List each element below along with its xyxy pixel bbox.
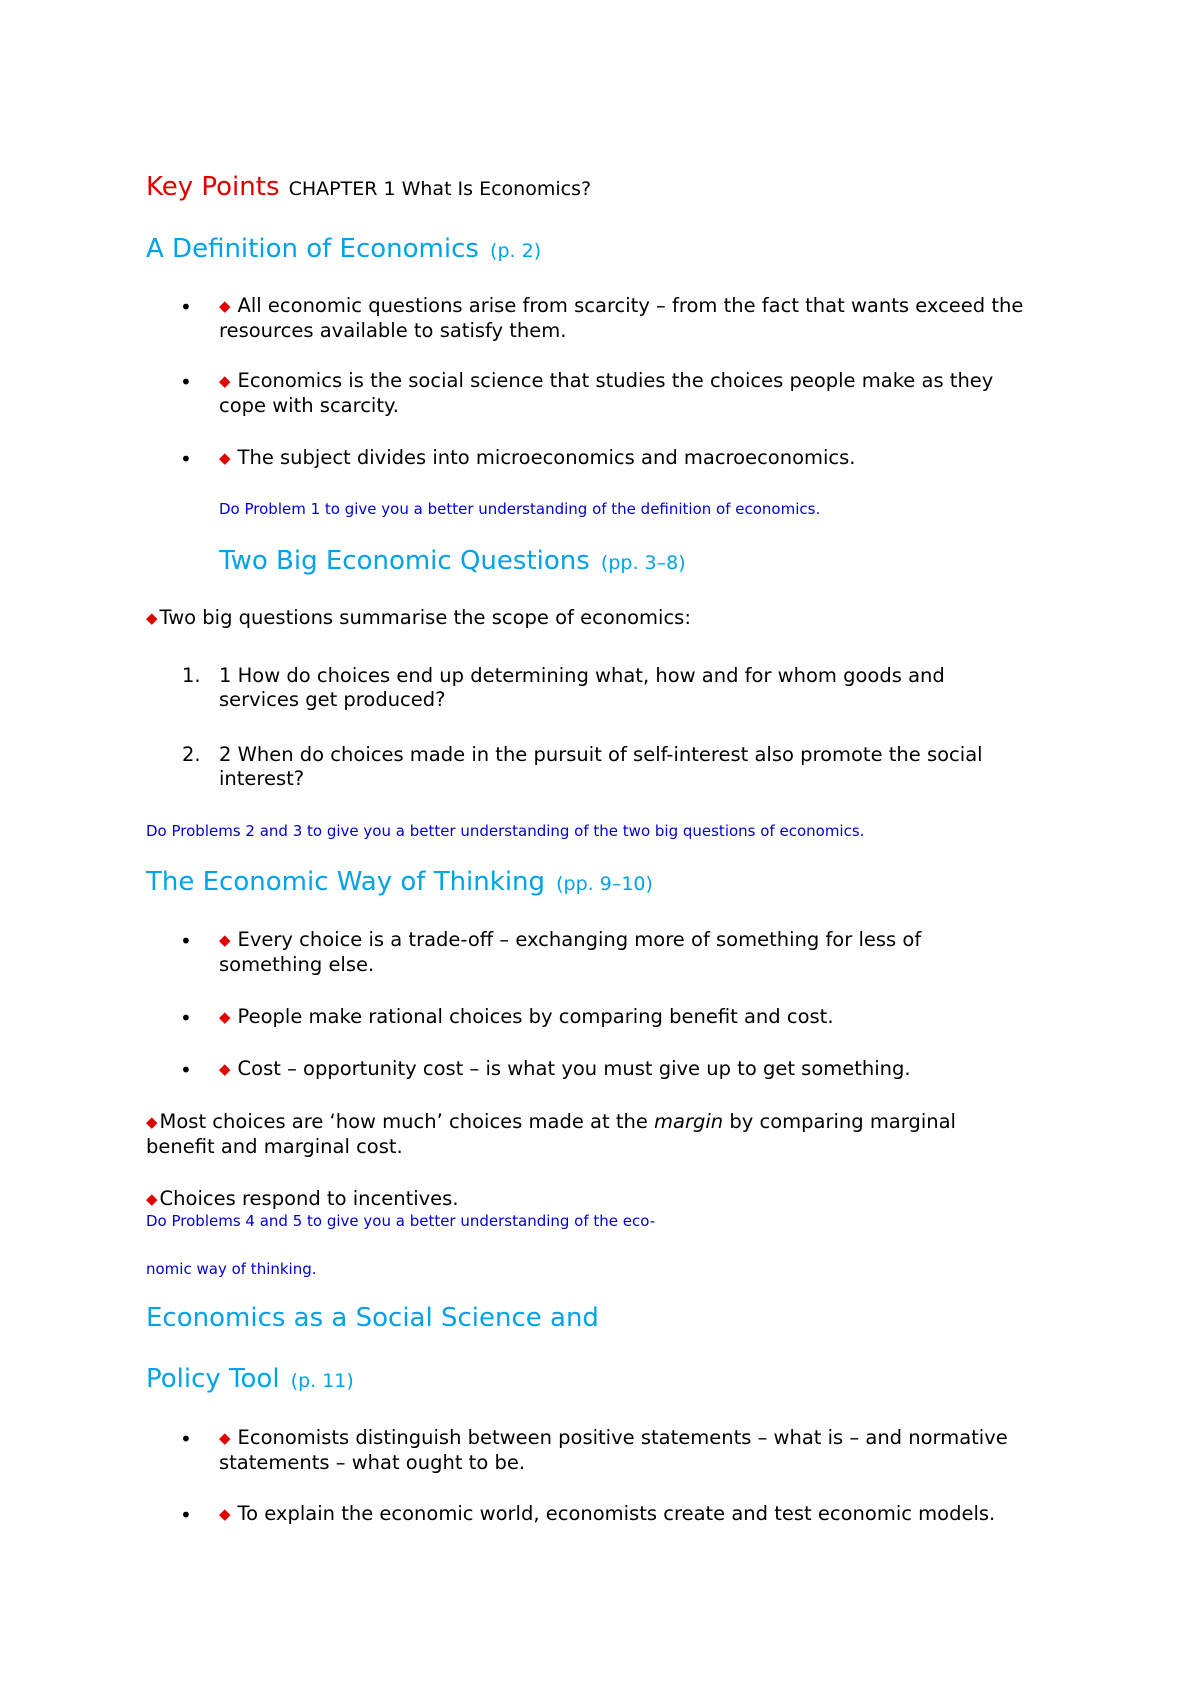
list-item: ◆ Every choice is a trade-off – exchanging more of something for less of something else. xyxy=(219,928,922,976)
section-pages: (pp. 9–10) xyxy=(556,873,653,895)
numbered-item: 2 When do choices made in the pursuit of self-interest also promote the social interest? xyxy=(219,743,983,790)
diamond-icon: ◆ xyxy=(219,1008,231,1026)
bullet-icon: • xyxy=(180,1427,192,1451)
diamond-icon: ◆ xyxy=(219,1060,231,1078)
section-pages: (pp. 3–8) xyxy=(600,552,686,574)
bullet-icon: • xyxy=(180,1006,192,1030)
section-title: A Definition of Economics xyxy=(146,234,479,264)
diamond-icon: ◆ xyxy=(146,609,158,627)
section-heading-definition xyxy=(146,234,541,264)
chapter-title: CHAPTER 1 What Is Economics? xyxy=(288,178,592,200)
section-heading-way-of-thinking xyxy=(146,867,653,897)
problem-note: Do Problems 4 and 5 to give you a better understanding of the eco- xyxy=(146,1212,656,1230)
problem-note: Do Problems 2 and 3 to give you a better understanding of the two big questions of economics. xyxy=(146,822,865,840)
bullet-icon: • xyxy=(180,295,192,319)
list-item: ◆ To explain the economic world, economists create and test economic models. xyxy=(219,1502,996,1525)
list-item: ◆ Economics is the social science that studies the choices people make as they cope with scarcity. xyxy=(219,369,994,417)
problem-note-continued: nomic way of thinking. xyxy=(146,1260,317,1278)
list-marker: 2. xyxy=(182,743,201,766)
diamond-icon: ◆ xyxy=(219,372,231,390)
list-marker: 1. xyxy=(182,664,201,687)
list-item: ◆ Economists distinguish between positive statements – what is – and normative statements – what ought to be. xyxy=(219,1426,1008,1474)
problem-note: Do Problem 1 to give you a better understanding of the definition of economics. xyxy=(219,500,821,518)
intro-paragraph: ◆ Two big questions summarise the scope of economics: xyxy=(146,606,691,629)
page-header xyxy=(146,172,591,202)
list-item: ◆ All economic questions arise from scarcity – from the fact that wants exceed the resources available to satisfy them. xyxy=(219,294,1024,342)
bullet-icon: • xyxy=(180,1058,192,1082)
section-title: Two Big Economic Questions xyxy=(219,546,590,576)
diamond-icon: ◆ xyxy=(146,1190,158,1208)
bullet-icon: • xyxy=(180,929,192,953)
section-title: The Economic Way of Thinking xyxy=(146,867,546,897)
section-pages: (p. 11) xyxy=(290,1370,354,1392)
numbered-item: 1 How do choices end up determining what, how and for whom goods and services get produced? xyxy=(219,664,945,711)
section-title-line1: Economics as a Social Science and xyxy=(146,1303,599,1333)
margin-paragraph: ◆ Most choices are ‘how much’ choices made at the margin by comparing marginal benefit and marginal cost. xyxy=(146,1110,956,1158)
bullet-icon: • xyxy=(180,370,192,394)
list-item: ◆ People make rational choices by comparing benefit and cost. xyxy=(219,1005,834,1028)
list-item: ◆ The subject divides into microeconomics and macroeconomics. xyxy=(219,446,856,469)
incentives-paragraph: ◆ Choices respond to incentives. xyxy=(146,1187,459,1210)
diamond-icon: ◆ xyxy=(219,1429,231,1447)
diamond-icon: ◆ xyxy=(219,1505,231,1523)
diamond-icon: ◆ xyxy=(219,297,231,315)
section-heading-two-questions xyxy=(219,546,686,576)
diamond-icon: ◆ xyxy=(219,449,231,467)
key-points-label: Key Points xyxy=(146,172,280,202)
section-heading-social-science xyxy=(146,1364,354,1394)
section-pages: (p. 2) xyxy=(490,240,542,262)
bullet-icon: • xyxy=(180,1503,192,1527)
section-title-line2: Policy Tool xyxy=(146,1364,280,1394)
diamond-icon: ◆ xyxy=(146,1113,158,1131)
bullet-icon: • xyxy=(180,447,192,471)
list-item: ◆ Cost – opportunity cost – is what you must give up to get something. xyxy=(219,1057,911,1080)
diamond-icon: ◆ xyxy=(219,931,231,949)
